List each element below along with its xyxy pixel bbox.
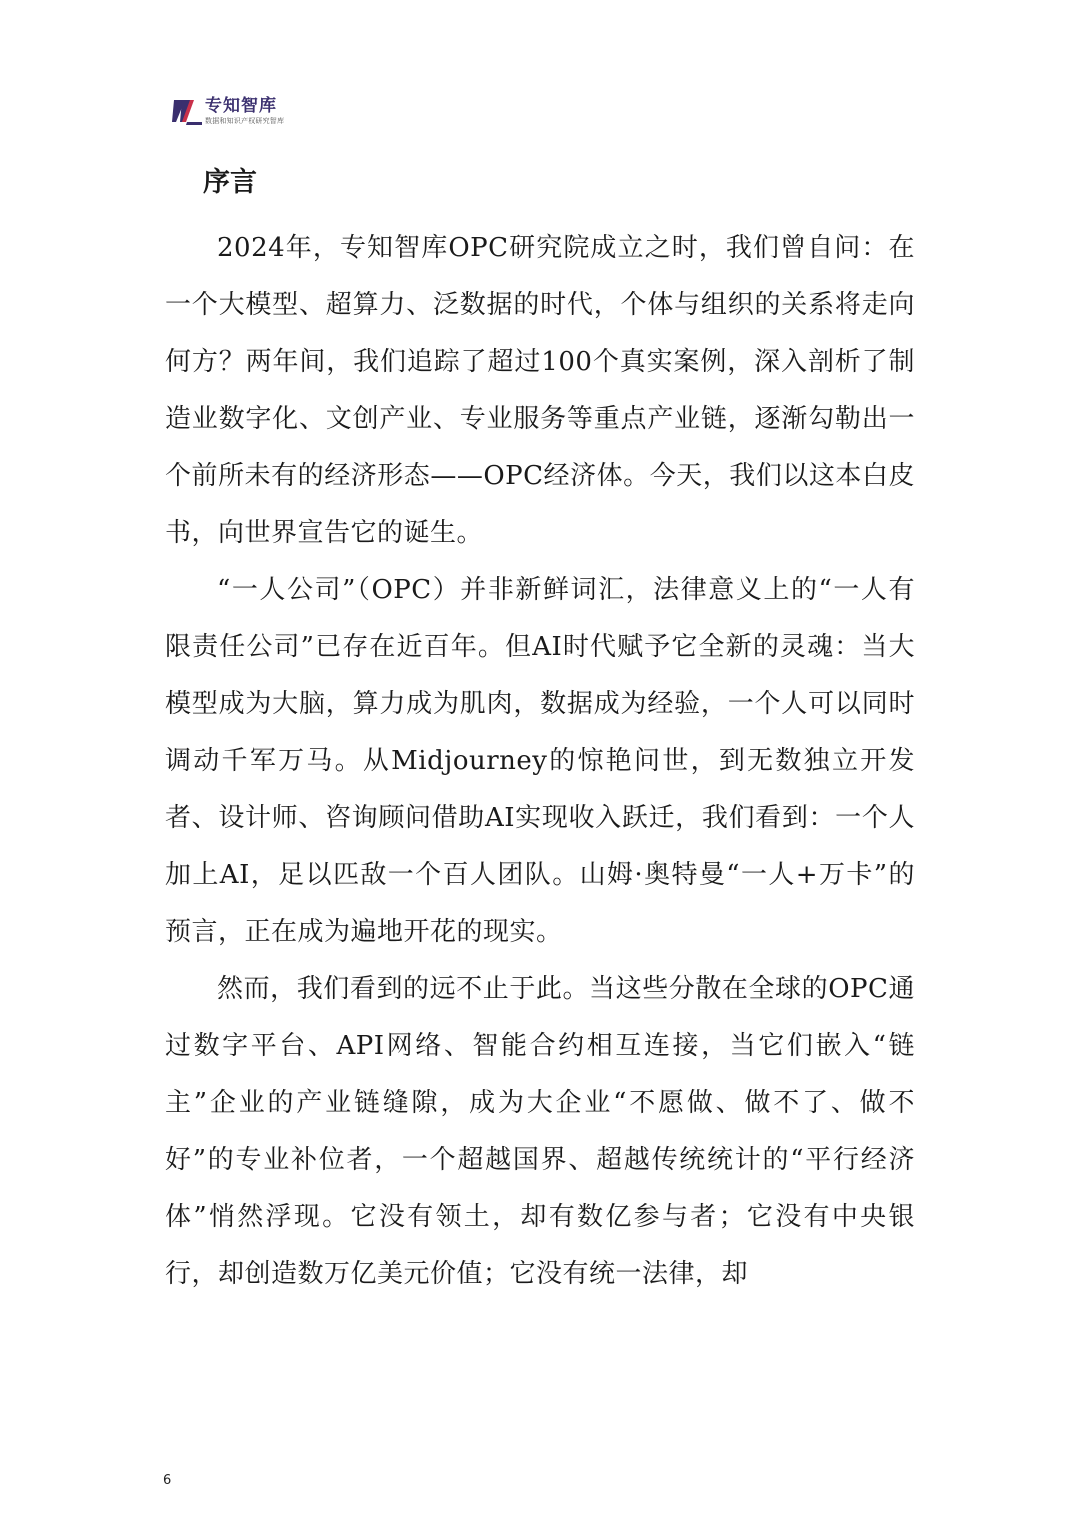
section-heading: 序言 (203, 167, 257, 198)
paragraph: “一人公司”（OPC）并非新鲜词汇，法律意义上的“一人有限责任公司”已存在近百年。但AI时代赋予它全新的灵魂：当大模型成为大脑，算力成为肌肉，数据成为经验，一个人可以同时调动千军万马。从Midjourney的惊艳问世，到无数独立开发者、设计师、咨询顾问借助AI实现收入跃迁，我们看到：一个人加上AI，足以匹敌一个百人团队。山姆·奥特曼“一人+万卡”的预言，正在成为遍地开花的现实。 (165, 575, 915, 947)
logo-subtitle: 数据和知识产权研究智库 (205, 117, 285, 125)
zhuanzhi-logo (172, 96, 284, 126)
paragraph: 然而，我们看到的远不止于此。当这些分散在全球的OPC通过数字平台、API网络、智能合约相互连接，当它们嵌入“链主”企业的产业链缝隙，成为大企业“不愿做、做不了、做不好”的专业补位者，一个超越国界、超越传统统计的“平行经济体”悄然浮现。它没有领土，却有数亿参与者；它没有中央银行，却创造数万亿美元价值；它没有统一法律，却 (165, 974, 915, 1289)
page-number: 6 (163, 1473, 172, 1488)
paragraph: 2024年，专知智库OPC研究院成立之时，我们曾自问：在一个大模型、超算力、泛数据的时代，个体与组织的关系将走向何方？两年间，我们追踪了超过100个真实案例，深入剖析了制造业数字化、文创产业、专业服务等重点产业链，逐渐勾勒出一个前所未有的经济形态——OPC经济体。今天，我们以这本白皮书，向世界宣告它的诞生。 (165, 233, 915, 548)
zhuanzhi-logo-icon (172, 96, 202, 126)
body-text (165, 220, 915, 1303)
logo-name: 专知智库 (205, 96, 277, 116)
